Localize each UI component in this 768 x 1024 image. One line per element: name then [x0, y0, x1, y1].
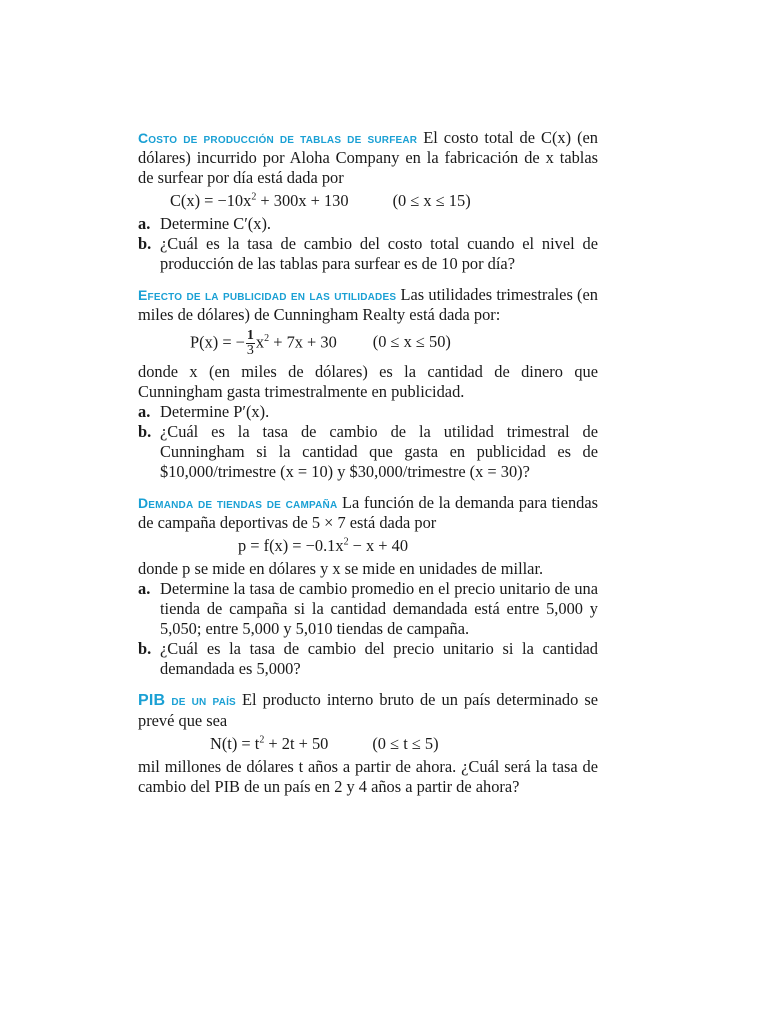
fraction-denominator: 3 [246, 343, 254, 358]
intro-text: Las utilidades trimestrales (en miles de dólares) de Cunningham Realty está dada por: [138, 285, 598, 324]
item-text: ¿Cuál es la tasa de cambio del precio unitario si la cantidad demandada es 5,000? [160, 639, 598, 678]
formula-condition: (0 ≤ x ≤ 15) [392, 191, 471, 210]
item-text: Determine C′(x). [160, 214, 271, 233]
formula-exponent: 2 [264, 332, 270, 344]
formula-exponent: 2 [343, 536, 349, 548]
formula-lhs: C(x) = −10x [170, 191, 252, 210]
problem-intro [138, 690, 598, 731]
formula [170, 190, 598, 212]
problem-intro [138, 285, 598, 325]
intro-text: La función de la demanda para tiendas de campaña deportivas de 5 × 7 está dada por [138, 493, 598, 532]
item-label: b. [138, 639, 152, 658]
formula [210, 733, 598, 755]
list-item [138, 214, 598, 234]
formula-exponent: 2 [259, 734, 265, 746]
fraction-numerator: 1 [246, 328, 254, 343]
after-text: donde p se mide en dólares y x se mide en unidades de millar. [138, 559, 544, 578]
formula-rhs: + 2t + 50 [264, 734, 329, 753]
list-item [138, 234, 598, 274]
problem-intro [138, 128, 598, 188]
item-text: Determine la tasa de cambio promedio en el precio unitario de una tienda de campaña si la cantidad demandada está entre 5,000 y 5,050; entre 5,000 y 5,010 tiendas de campaña. [160, 579, 598, 638]
list-item [138, 579, 598, 639]
formula-rhs: + 300x + 130 [256, 191, 349, 210]
item-label: b. [138, 234, 152, 253]
formula-exponent: 2 [251, 191, 257, 203]
item-label: a. [138, 214, 151, 233]
page-content [138, 128, 598, 808]
formula [190, 329, 598, 358]
problem-advertising-profit [138, 285, 598, 482]
intro-text: El producto interno bruto de un país determinado se prevé que sea [138, 690, 598, 730]
fraction [246, 329, 255, 358]
problem-gdp [138, 690, 598, 797]
problem-heading: Efecto de la publicidad en las utilidades [138, 287, 397, 303]
formula-condition: (0 ≤ t ≤ 5) [372, 734, 439, 753]
after-text: mil millones de dólares t años a partir de ahora. ¿Cuál será la tasa de cambio del PIB de un país en 2 y 4 años a partir de ahora? [138, 757, 598, 796]
problem-heading-abbrev: PIB [138, 692, 166, 709]
formula-lhs: P(x) = − [190, 332, 245, 352]
intro-text: El costo total de C(x) (en dólares) incurrido por Aloha Company en la fabricación de x tablas de surfear por día está dada por [138, 128, 598, 187]
problem-heading: de un país [165, 692, 236, 708]
item-text: Determine P′(x). [160, 402, 270, 421]
problem-intro [138, 493, 598, 533]
item-label: b. [138, 422, 152, 441]
problem-surfboard-cost [138, 128, 598, 274]
item-text: ¿Cuál es la tasa de cambio de la utilidad trimestral de Cunningham si la cantidad que gasta en publicidad es de $10,000/trimestre (x = 10) y $30,000/trimestre (x = 30)? [160, 422, 598, 481]
list-item [138, 402, 598, 422]
formula-lhs: p = f(x) = −0.1x [238, 536, 344, 555]
problem-tent-demand [138, 493, 598, 679]
item-text: ¿Cuál es la tasa de cambio del costo total cuando el nivel de producción de las tablas para surfear es de 10 por día? [160, 234, 598, 273]
list-item [138, 639, 598, 679]
item-label: a. [138, 402, 151, 421]
formula-variable: x [255, 332, 265, 352]
formula-rhs: + 7x + 30 [269, 332, 337, 352]
formula-rhs: − x + 40 [348, 536, 409, 555]
list-item [138, 422, 598, 482]
formula-lhs: N(t) = t [210, 734, 260, 753]
formula [238, 535, 598, 557]
item-label: a. [138, 579, 151, 598]
formula-condition: (0 ≤ x ≤ 50) [372, 332, 451, 352]
after-text: donde x (en miles de dólares) es la cantidad de dinero que Cunningham gasta trimestralmente en publicidad. [138, 362, 598, 401]
problem-heading: Costo de producción de tablas de surfear [138, 130, 418, 146]
problem-heading: Demanda de tiendas de campaña [138, 495, 338, 511]
